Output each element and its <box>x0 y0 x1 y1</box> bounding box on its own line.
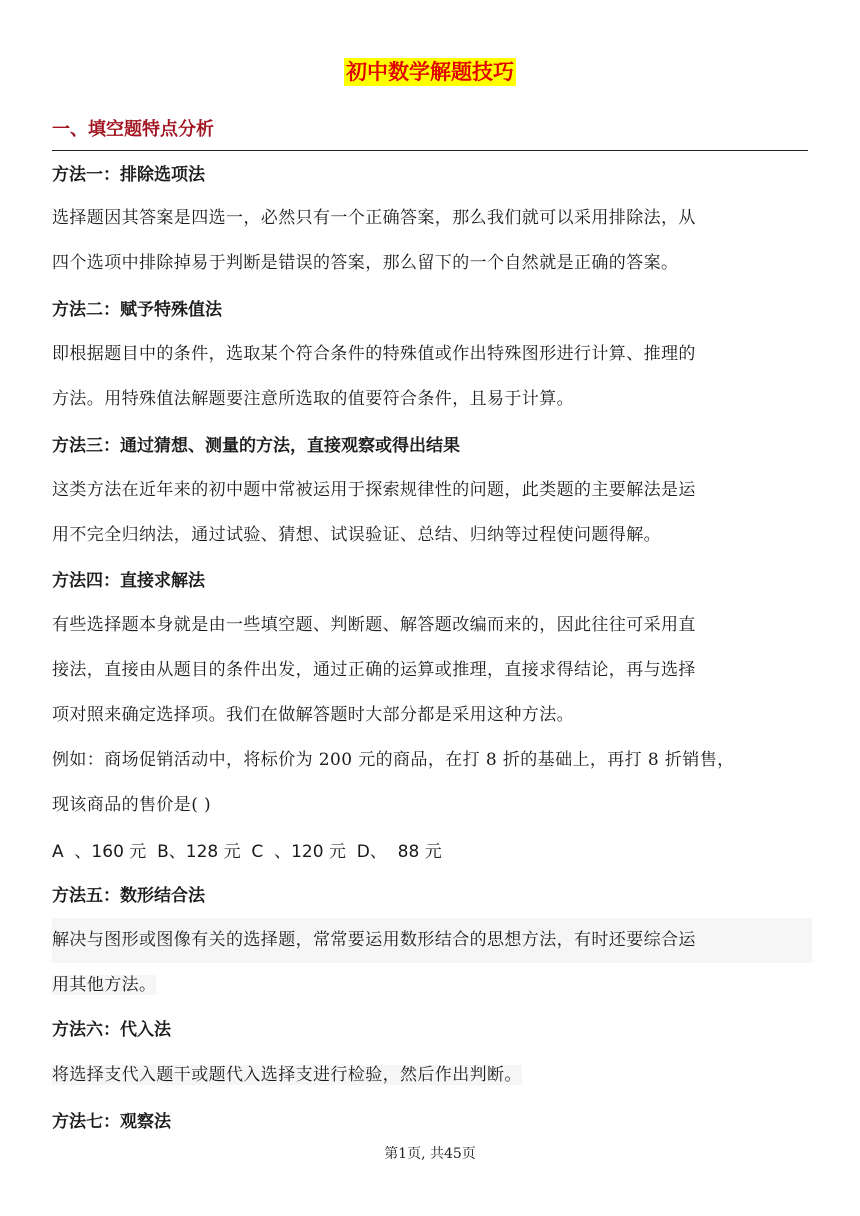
paragraph-line: 用不完全归纳法，通过试验、猜想、试误验证、总结、归纳等过程使问题得解。 <box>52 525 661 545</box>
method-3-heading: 方法三：通过猜想、测量的方法，直接观察或得出结果 <box>52 436 460 456</box>
method-4-heading: 方法四：直接求解法 <box>52 571 205 591</box>
method-6-paragraph <box>52 1053 812 1098</box>
example-options: A 、160 元 B、128 元 C 、120 元 D、 88 元 <box>52 842 442 862</box>
method-2-paragraph <box>52 332 812 422</box>
example-line: 现该商品的售价是( ) <box>52 795 212 815</box>
paragraph-line-text: 用其他方法。 <box>52 975 157 995</box>
method-1-paragraph <box>52 196 812 286</box>
example-line: 例如：商场促销活动中，将标价为 200 元的商品，在打 8 折的基础上，再打 8 折销售， <box>52 750 735 770</box>
method-4-paragraph <box>52 603 812 738</box>
paragraph-line: 项对照来确定选择项。我们在做解答题时大部分都是采用这种方法。 <box>52 705 574 725</box>
document-title: 初中数学解题技巧 <box>346 60 514 84</box>
paragraph-line: 接法，直接由从题目的条件出发，通过正确的运算或推理，直接求得结论，再与选择 <box>52 660 696 680</box>
paragraph-line-text: 将选择支代入题干或题代入选择支进行检验，然后作出判断。 <box>52 1065 522 1085</box>
paragraph-line: 解决与图形或图像有关的选择题，常常要运用数形结合的思想方法，有时还要综合运 <box>52 918 812 963</box>
paragraph-line: 这类方法在近年来的初中题中常被运用于探索规律性的问题，此类题的主要解法是运 <box>52 480 696 500</box>
method-1-heading: 方法一：排除选项法 <box>52 165 205 185</box>
paragraph-line: 方法。用特殊值法解题要注意所选取的值要符合条件，且易于计算。 <box>52 389 574 409</box>
paragraph-line: 即根据题目中的条件，选取某个符合条件的特殊值或作出特殊图形进行计算、推理的 <box>52 344 696 364</box>
paragraph-line: 选择题因其答案是四选一，必然只有一个正确答案，那么我们就可以采用排除法，从 <box>52 208 696 228</box>
document-page <box>52 0 808 1216</box>
example-paragraph <box>52 738 812 828</box>
page-number-footer: 第1页, 共45页 <box>384 1146 476 1162</box>
method-3-paragraph <box>52 468 812 558</box>
paragraph-line: 四个选项中排除掉易于判断是错误的答案，那么留下的一个自然就是正确的答案。 <box>52 253 679 273</box>
section-divider <box>52 150 808 151</box>
method-5-heading: 方法五：数形结合法 <box>52 886 205 906</box>
section-heading: 一、填空题特点分析 <box>52 119 214 140</box>
method-7-heading: 方法七：观察法 <box>52 1112 171 1132</box>
paragraph-line: 有些选择题本身就是由一些填空题、判断题、解答题改编而来的，因此往往可采用直 <box>52 615 696 635</box>
method-6-heading: 方法六：代入法 <box>52 1020 171 1040</box>
method-2-heading: 方法二：赋予特殊值法 <box>52 300 222 320</box>
method-5-paragraph <box>52 918 812 1008</box>
paragraph-line <box>52 1053 522 1098</box>
paragraph-line <box>52 963 156 1008</box>
